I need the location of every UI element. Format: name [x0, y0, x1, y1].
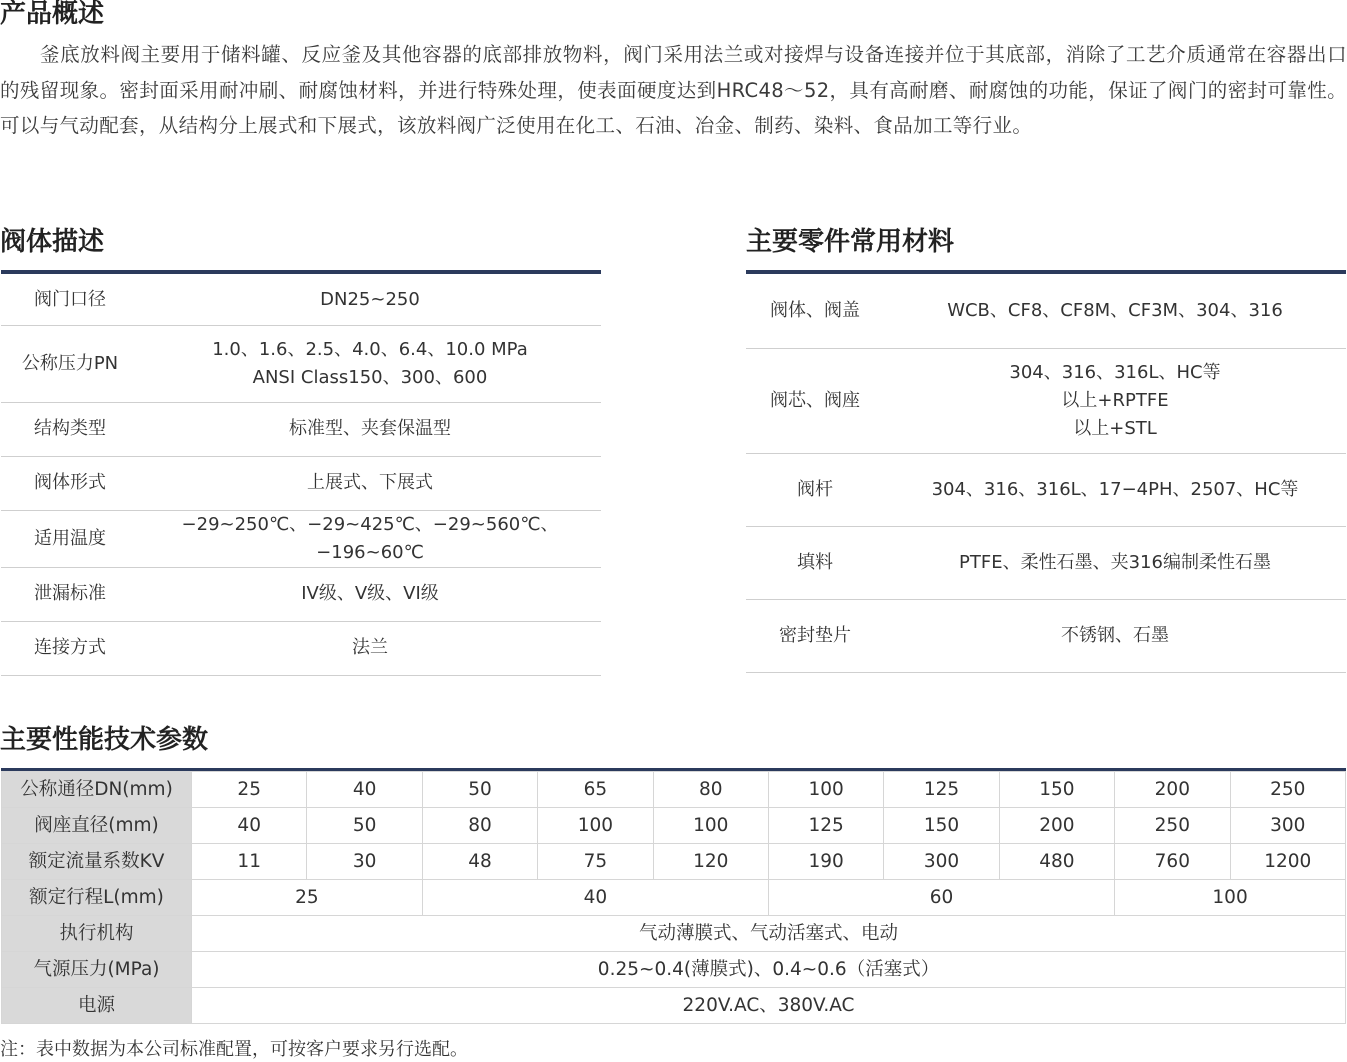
table-cell: 480 [999, 844, 1114, 880]
table-cell: 100 [653, 808, 768, 844]
table-cell: 200 [999, 808, 1114, 844]
table-row [1, 325, 601, 402]
table-cell: 125 [884, 772, 999, 808]
row-label: 泄漏标准 [1, 567, 139, 621]
row-header: 额定行程L(mm) [2, 880, 192, 916]
table-cell: 200 [1115, 772, 1230, 808]
row-value: 不锈钢、石墨 [884, 599, 1346, 672]
table-row [2, 808, 1346, 844]
row-value: PTFE、柔性石墨、夹316编制柔性石墨 [884, 526, 1346, 599]
table-row [2, 772, 1346, 808]
table-cell: 250 [1230, 772, 1345, 808]
table-cell: 65 [538, 772, 653, 808]
table-row [746, 348, 1346, 453]
row-label: 阀芯、阀座 [746, 348, 884, 453]
table-cell: 60 [768, 880, 1114, 916]
table-row [2, 952, 1346, 988]
body-spec-title: 阀体描述 [0, 227, 105, 257]
table-cell: 50 [422, 772, 537, 808]
row-label: 阀体、阀盖 [746, 275, 884, 348]
materials-table [746, 275, 1346, 673]
row-label: 连接方式 [1, 621, 139, 675]
table-row [2, 880, 1346, 916]
row-value: 1.0、1.6、2.5、4.0、6.4、10.0 MPa ANSI Class150、300、600 [139, 325, 601, 402]
row-value: WCB、CF8、CF8M、CF3M、304、316 [884, 275, 1346, 348]
table-cell: 48 [422, 844, 537, 880]
table-cell: 220V.AC、380V.AC [192, 988, 1346, 1024]
table-cell: 300 [1230, 808, 1345, 844]
table-row [1, 567, 601, 621]
table-cell: 11 [192, 844, 307, 880]
row-value: −29~250℃、−29~425℃、−29~560℃、−196~60℃ [139, 510, 601, 567]
overview-title: 产品概述 [0, 0, 105, 29]
table-cell: 120 [653, 844, 768, 880]
table-cell: 25 [192, 880, 423, 916]
row-value: IV级、V级、VI级 [139, 567, 601, 621]
performance-table [1, 771, 1346, 1024]
table-cell: 40 [307, 772, 422, 808]
row-header: 执行机构 [2, 916, 192, 952]
row-header: 额定流量系数KV [2, 844, 192, 880]
materials-rule [746, 270, 1346, 274]
body-spec-rule [1, 270, 601, 274]
table-row [1, 275, 601, 325]
row-header: 电源 [2, 988, 192, 1024]
table-cell: 300 [884, 844, 999, 880]
table-cell: 75 [538, 844, 653, 880]
table-cell: 40 [422, 880, 768, 916]
row-label: 阀杆 [746, 453, 884, 526]
row-value: 304、316、316L、HC等 以上+RPTFE 以上+STL [884, 348, 1346, 453]
row-label: 密封垫片 [746, 599, 884, 672]
table-cell: 760 [1115, 844, 1230, 880]
table-cell: 1200 [1230, 844, 1345, 880]
table-row [746, 599, 1346, 672]
table-cell: 100 [538, 808, 653, 844]
table-row [1, 510, 601, 567]
row-value: DN25~250 [139, 275, 601, 325]
table-row [2, 916, 1346, 952]
table-cell: 150 [884, 808, 999, 844]
table-row [746, 526, 1346, 599]
performance-title: 主要性能技术参数 [0, 725, 209, 755]
table-cell: 25 [192, 772, 307, 808]
row-label: 填料 [746, 526, 884, 599]
row-value: 法兰 [139, 621, 601, 675]
table-row [1, 456, 601, 510]
table-cell: 100 [768, 772, 883, 808]
row-label: 阀体形式 [1, 456, 139, 510]
table-cell: 30 [307, 844, 422, 880]
row-value: 上展式、下展式 [139, 456, 601, 510]
materials-title: 主要零件常用材料 [746, 227, 955, 257]
table-cell: 125 [768, 808, 883, 844]
row-label: 结构类型 [1, 402, 139, 456]
table-cell: 80 [653, 772, 768, 808]
row-header: 公称通径DN(mm) [2, 772, 192, 808]
table-cell: 50 [307, 808, 422, 844]
table-cell: 100 [1115, 880, 1346, 916]
table-row [1, 621, 601, 675]
table-row [2, 988, 1346, 1024]
table-row [746, 453, 1346, 526]
row-header: 阀座直径(mm) [2, 808, 192, 844]
table-cell: 250 [1115, 808, 1230, 844]
table-cell: 0.25~0.4(薄膜式)、0.4~0.6（活塞式） [192, 952, 1346, 988]
overview-text: 釜底放料阀主要用于储料罐、反应釜及其他容器的底部排放物料，阀门采用法兰或对接焊与设备连接并位于其底部，消除了工艺介质通常在容器出口的残留现象。密封面采用耐冲刷、耐腐蚀材料，并进行特殊处理，使表面硬度达到HRC48～52，具有高耐磨、耐腐蚀的功能，保证了阀门的密封可靠性。可以与气动配套，从结构分上展式和下展式，该放料阀广泛使用在化工、石油、冶金、制药、染料、食品加工等行业。 [0, 43, 1347, 137]
row-label: 适用温度 [1, 510, 139, 567]
table-cell: 190 [768, 844, 883, 880]
table-row [2, 844, 1346, 880]
row-value: 304、316、316L、17−4PH、2507、HC等 [884, 453, 1346, 526]
row-label: 阀门口径 [1, 275, 139, 325]
table-cell: 150 [999, 772, 1114, 808]
table-cell: 80 [422, 808, 537, 844]
row-label: 公称压力PN [1, 325, 139, 402]
row-header: 气源压力(MPa) [2, 952, 192, 988]
table-cell: 40 [192, 808, 307, 844]
footnote: 注：表中数据为本公司标准配置，可按客户要求另行选配。 [0, 1039, 468, 1060]
table-cell: 气动薄膜式、气动活塞式、电动 [192, 916, 1346, 952]
row-value: 标准型、夹套保温型 [139, 402, 601, 456]
table-row [1, 402, 601, 456]
table-row [746, 275, 1346, 348]
body-spec-table [1, 275, 601, 676]
